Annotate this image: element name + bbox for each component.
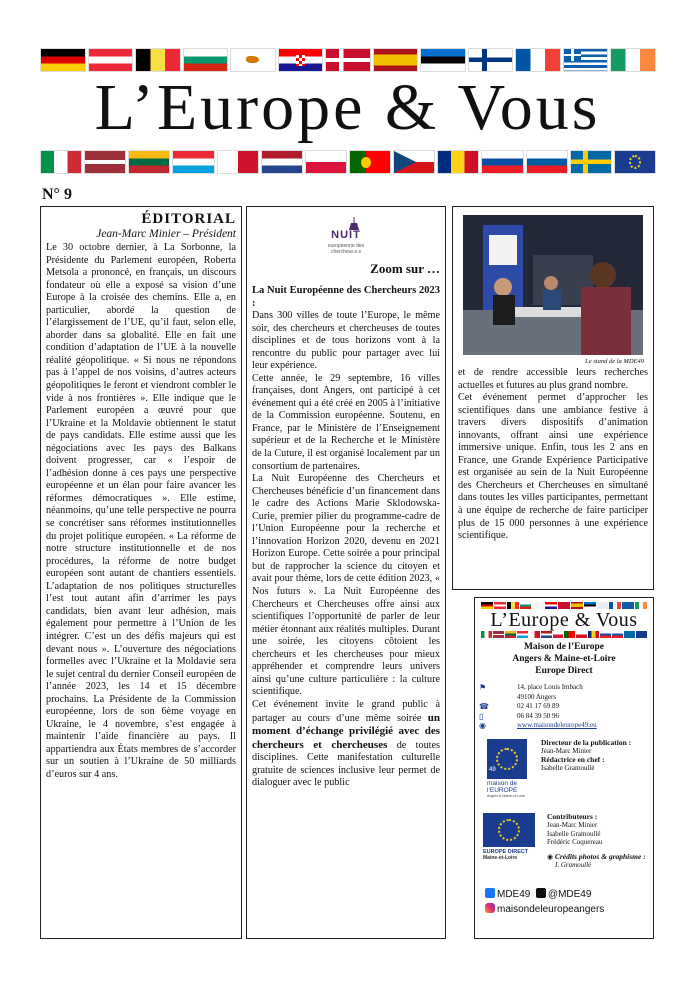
maison-europe-logo bbox=[487, 739, 533, 805]
org-line-1: Maison de l’Europe bbox=[523, 642, 605, 652]
contributors-block bbox=[539, 813, 649, 879]
continuation-column bbox=[452, 206, 654, 590]
zoom-p4-end: de toutes disciplines. Cette manifestation culturelle gratuite de sciences inclusive leur permet de dialoguer avec le public bbox=[252, 739, 440, 789]
logo-49: 49 bbox=[489, 766, 496, 773]
mobile-icon: ▯ bbox=[479, 711, 484, 721]
continuation-paragraph-1: et de rendre accessible leurs recherches actuelles et futures au plus grand nombre. bbox=[458, 367, 648, 391]
contact-block bbox=[479, 683, 649, 731]
flag-poland-icon bbox=[305, 150, 347, 174]
facebook-icon[interactable] bbox=[485, 888, 495, 898]
flag-netherlands-icon bbox=[261, 150, 303, 174]
website-link[interactable]: www.maisondeleurope49.eu bbox=[517, 721, 597, 729]
zoom-column bbox=[246, 206, 446, 939]
instagram-icon[interactable] bbox=[485, 903, 495, 913]
logo-block-2 bbox=[479, 813, 649, 879]
publication-credits bbox=[533, 739, 649, 805]
zoom-paragraph-3: La Nuit Européenne des Chercheurs et Chercheuses bénéficie d’un financement dans le cadre des Actions Marie Sklodowska-Curie, premier pilier du programme-cadre de l’Union Européenne pour la recherche et l’innovation Horizon 2020, devenu en 2021 Horizon Europe. Cette soirée a pour principal but de rapprocher la science du citoyen et avait pour thème, lors de cette édition 2023, « Nos futurs ». La Nuit Européenne des Chercheurs et Chercheuses offre ainsi aux scientifiques l’opportunité de parler de leur métier étonnant aux réalités multiples. Durant une soirée, les citoyens côtoient les chercheurs et les chercheuses pour mieux appréhender et comprendre leurs univers ainsi qu’une culture particulière : la culture scientifique. bbox=[252, 473, 440, 698]
photo-caption: Le stand de la MDE49 bbox=[585, 358, 644, 365]
org-name bbox=[479, 641, 649, 677]
phone-number: 02 41 17 69 89 bbox=[517, 702, 559, 710]
address-line-1: 14, place Louis Imbach bbox=[517, 683, 583, 691]
mini-flags-top bbox=[481, 602, 647, 609]
org-line-2: Angers & Maine-et-Loire bbox=[512, 654, 616, 664]
instagram-handle[interactable]: maisondeleuropeangers bbox=[497, 903, 605, 915]
contributor-2: Isabelle Gramoullé bbox=[547, 829, 601, 838]
flag-italy-icon bbox=[40, 150, 82, 174]
nuit-logo-word: NUIT bbox=[331, 229, 361, 241]
editorial-author: Jean-Marc Minier – Président bbox=[96, 228, 236, 240]
nuit-logo-sub: européenne des chercheur.e.s bbox=[327, 243, 365, 255]
editor-name: Isabelle Gramoullé bbox=[541, 764, 595, 772]
stand-photo bbox=[463, 215, 643, 355]
address-line-2: 49100 Angers bbox=[517, 692, 557, 701]
logo-block-1 bbox=[479, 739, 649, 805]
europe-direct-text: EUROPE DIRECT bbox=[483, 848, 529, 855]
credits-name: I. Gramoullé bbox=[555, 861, 592, 869]
info-sidebar bbox=[474, 597, 654, 939]
twitter-handle[interactable]: @MDE49 bbox=[547, 888, 592, 900]
zoom-text bbox=[252, 310, 440, 790]
contributor-3: Frédéric Coquereau bbox=[547, 838, 603, 846]
nuit-chercheurs-logo bbox=[316, 217, 376, 255]
flag-romania-icon bbox=[437, 150, 479, 174]
x-icon[interactable] bbox=[536, 888, 546, 898]
continuation-paragraph-2: Cet événement permet d’approcher les scientifiques dans une ambiance festive à travers divers dispositifs d’animation innovants, offrant ainsi une expérience immersive unique. Enfin, tous les 2 ans en France, une Grande Expérience Participative est organisée au sein de la Nuit Européenne des Chercheurs et Chercheuses en simultané dans toutes les villes participantes, permettant à une équipe de recherche de faire participer plus de 15 000 personnes à une expérience scientifique. bbox=[458, 392, 648, 542]
zoom-p4-start: Cet événement invite le grand public à partager au cours d’une même soirée bbox=[252, 698, 440, 724]
flag-pin-icon: ⚑ bbox=[479, 683, 487, 692]
europe-direct-sub: Maine-et-Loire bbox=[483, 854, 518, 861]
mini-flags-bottom bbox=[481, 631, 647, 638]
camera-icon: ◉ bbox=[547, 852, 554, 861]
flag-row-bottom bbox=[40, 150, 656, 174]
flag-eu-icon bbox=[614, 150, 656, 174]
continuation-text bbox=[458, 367, 648, 543]
editor-label: Rédactrice en chef : bbox=[541, 754, 605, 764]
maison-logo-sub: Angers & Maine-et-Loire bbox=[487, 793, 525, 798]
contributors-label: Contributeurs : bbox=[547, 811, 598, 821]
europe-direct-logo bbox=[483, 813, 539, 879]
facebook-handle[interactable]: MDE49 bbox=[497, 888, 531, 900]
zoom-p4-bold: un moment d’échange privilégié avec des chercheurs et chercheuses bbox=[252, 711, 440, 751]
director-label: Directeur de la publication : bbox=[541, 737, 632, 747]
zoom-heading: Zoom sur … bbox=[370, 261, 440, 276]
editorial-column bbox=[40, 206, 242, 939]
director-name: Jean-Marc Minier bbox=[541, 747, 592, 755]
phone-icon: ☎ bbox=[479, 702, 489, 711]
masthead-title: L’Europe & Vous bbox=[94, 71, 601, 144]
sidebar-title: L’Europe & Vous bbox=[490, 609, 638, 631]
flag-portugal-icon bbox=[349, 150, 391, 174]
zoom-paragraph-4 bbox=[252, 699, 440, 790]
flag-malta-icon bbox=[217, 150, 259, 174]
social-links bbox=[479, 887, 649, 917]
stand-photo-image bbox=[463, 215, 643, 355]
zoom-paragraph-2: Cette année, le 29 septembre, 16 villes françaises, dont Angers, ont participé à cet événement qui a été créé en 2005 à l’initiative de la Commission européenne. Soutenu, en France, par le Ministère de l’Enseignement supérieur et de la Recherche et le Ministère de la Cuture, il est organisé localement par un consortium de partenaires. bbox=[252, 372, 440, 472]
flag-slovenia-icon bbox=[526, 150, 568, 174]
flag-lithuania-icon bbox=[128, 150, 170, 174]
flag-luxembourg-icon bbox=[172, 150, 214, 174]
contributor-1: Jean-Marc Minier bbox=[547, 821, 598, 829]
flag-sweden-icon bbox=[570, 150, 612, 174]
flag-latvia-icon bbox=[84, 150, 126, 174]
editorial-title: ÉDITORIAL bbox=[141, 211, 236, 227]
zoom-subtitle: La Nuit Européenne des Chercheurs 2023 : bbox=[252, 285, 440, 309]
flag-slovakia-icon bbox=[481, 150, 523, 174]
org-line-3: Europe Direct bbox=[535, 666, 593, 676]
zoom-paragraph-1: Dans 300 villes de toute l’Europe, le même soir, des chercheurs et chercheuses de toutes disciplines et de tous horizons vont à la rencontre du public pour partager avec lui leur expérience. bbox=[252, 310, 440, 372]
editorial-text: Le 30 octobre dernier, à La Sorbonne, la Présidente du Parlement européen, Roberta Metsola a prononcé, en français, un discours fondateur où elle a exposé sa vision d’une Europe à la croisée des chemins. Elle a, en particulier, abordé la question de l’élargissement de l’UE, qu’il faut, selon elle, aborder dans sa globalité. Elle en fait une condition d’adaptation de l’UE à la nouvelle réalité géopolitique. « Si nous ne répondons pas à l’appel de nos voisins, d’autres acteurs géopolitiques le feront et viendront combler le vide à nos frontières ». Elle indique que le Parlement européen a œuvré pour que l’Ukraine et la Moldavie obtiennent le statut de pays candidats. Elle estime aussi que les négociations avec les pays des Balkans doivent progresser, car « l’espoir de l’adhésion donne à ces pays une perspective européenne et un élan pour faire avancer les réformes démocratiques ». Elle estime, néanmoins, qu’une telle perspective ne pourra se concrétiser sans réformes institutionnelles du projet politique européen. « La réforme de notre structure institutionnelle et de nos procédures, la réforme de notre budget européen sont autant de chantiers essentiels. L’adaptation de nos politiques structurelles l’est tout autant afin d’arrimer les pays candidats, bien avant leur adhésion, mais également pour permettre à l’Union de les intégrer. C’est un des défis majeurs qui est devant nous ». L’ouverture des négociations formelles avec l’Ukraine et la Moldavie sera le sujet central du dernier Conseil européen de l’année 2023, les 14 et 15 décembre prochains. La Présidente de la Commission européenne, lors de son 6ème voyage en Ukraine, le 4 novembre, s’est engagée à maintenir l’aide financière au pays. Il appartiendra aux États membres de s’accorder sur un soutien à l’Ukraine de 50 milliards d’euros sur 4 ans. bbox=[46, 242, 236, 780]
issue-number: N° 9 bbox=[42, 186, 72, 203]
mobile-number: 06 84 39 50 96 bbox=[517, 711, 559, 720]
credits-label: Crédits photos & graphisme : bbox=[554, 851, 646, 861]
maison-logo-text: maison de l’EUROPE bbox=[487, 779, 518, 794]
globe-icon: ◉ bbox=[479, 721, 486, 730]
flag-czechia-icon bbox=[393, 150, 435, 174]
